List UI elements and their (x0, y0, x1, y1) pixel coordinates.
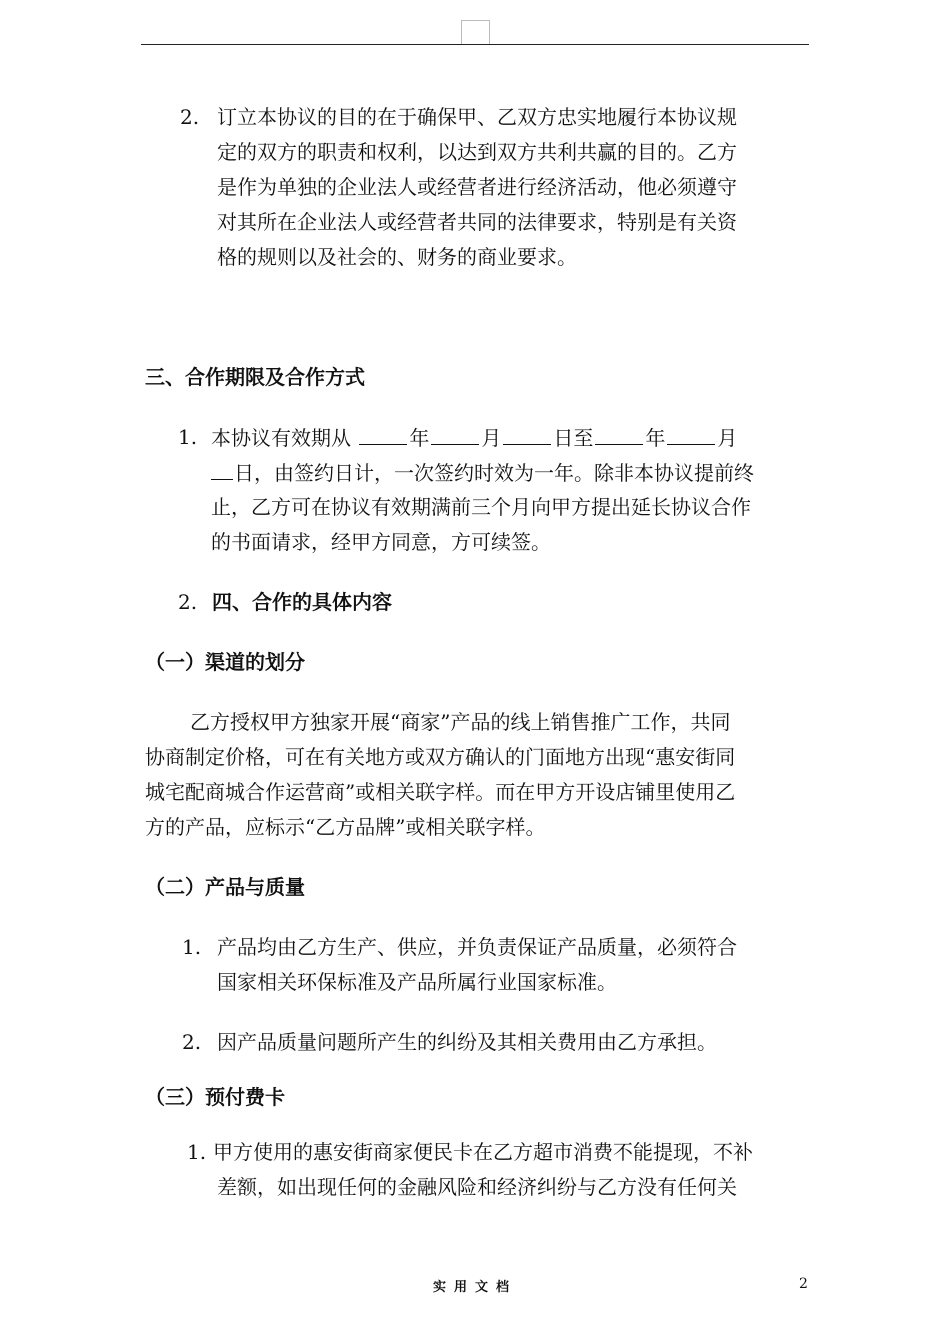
subsection-heading-quality: （二）产品与质量 (145, 875, 305, 899)
subsection-heading-channels: （一）渠道的划分 (145, 650, 305, 674)
term-prefix: 本协议有效期从 (211, 426, 351, 450)
text-line: 订立本协议的目的在于确保甲、乙双方忠实地履行本协议规 (217, 105, 737, 129)
paragraph-prepaid-1 (213, 1135, 753, 1205)
text-line: 止，乙方可在协议有效期满前三个月向甲方提出延长协议合作 (211, 495, 751, 519)
text-line: 国家相关环保标准及产品所属行业国家标准。 (217, 970, 617, 994)
text-line-date-range (211, 420, 754, 455)
text-line: 是作为单独的企业法人或经营者进行经济活动，他必须遵守 (217, 175, 737, 199)
header-rule (141, 44, 809, 45)
text-fragment: 日，由签约日计，一次签约时效为一年。除非本协议提前终 (234, 461, 754, 485)
footer-label: 实用文档 (432, 1280, 517, 1295)
blank-field (359, 420, 407, 445)
list-number: 1. (187, 1140, 207, 1164)
paragraph-term (211, 420, 754, 560)
blank-field (503, 420, 551, 445)
paragraph-purpose (217, 100, 737, 275)
text-line: 格的规则以及社会的、财务的商业要求。 (217, 245, 577, 269)
section-heading-4: 四、合作的具体内容 (212, 590, 392, 614)
blank-field (431, 420, 479, 445)
text-line: 因产品质量问题所产生的纠纷及其相关费用由乙方承担。 (217, 1030, 717, 1054)
page-number: 2 (799, 1276, 808, 1292)
header-marker (461, 20, 490, 45)
term-year-2: 年 (645, 426, 666, 450)
text-line: 定的双方的职责和权利，以达到双方共利共赢的目的。乙方 (217, 140, 737, 164)
paragraph-quality-1 (217, 930, 737, 1000)
text-line: 差额，如出现任何的金融风险和经济纠纷与乙方没有任何关 (217, 1175, 737, 1199)
text-line: 方的产品，应标示“乙方品牌”或相关联字样。 (145, 815, 546, 839)
blank-field (595, 420, 643, 445)
text-line: 城宅配商城合作运营商”或相关联字样。而在甲方开设店铺里使用乙 (145, 780, 736, 804)
list-number: 1. (178, 425, 198, 449)
paragraph-quality-2 (217, 1025, 717, 1060)
list-number: 2. (182, 1030, 202, 1054)
blank-field (211, 455, 233, 480)
text-line: 对其所在企业法人或经营者共同的法律要求，特别是有关资 (217, 210, 737, 234)
text-line: 的书面请求，经甲方同意，方可续签。 (211, 530, 551, 554)
text-line: 甲方使用的惠安街商家便民卡在乙方超市消费不能提现，不补 (213, 1140, 753, 1164)
term-year-1: 年 (409, 426, 430, 450)
section-heading-3: 三、合作期限及合作方式 (145, 365, 365, 389)
term-month-2: 月 (717, 426, 738, 450)
subsection-heading-prepaid: （三）预付费卡 (145, 1085, 285, 1109)
term-month-1: 月 (481, 426, 502, 450)
list-number: 2. (180, 105, 200, 129)
text-line: 产品均由乙方生产、供应，并负责保证产品质量，必须符合 (217, 935, 737, 959)
list-number: 1. (182, 935, 202, 959)
list-number: 2. (178, 590, 198, 614)
term-day-to: 日至 (553, 426, 594, 450)
paragraph-channels (145, 705, 735, 845)
text-line (211, 455, 754, 490)
text-line: 协商制定价格，可在有关地方或双方确认的门面地方出现“惠安街同 (145, 745, 736, 769)
blank-field (667, 420, 715, 445)
text-line: 乙方授权甲方独家开展“商家”产品的线上销售推广工作，共同 (190, 710, 731, 734)
